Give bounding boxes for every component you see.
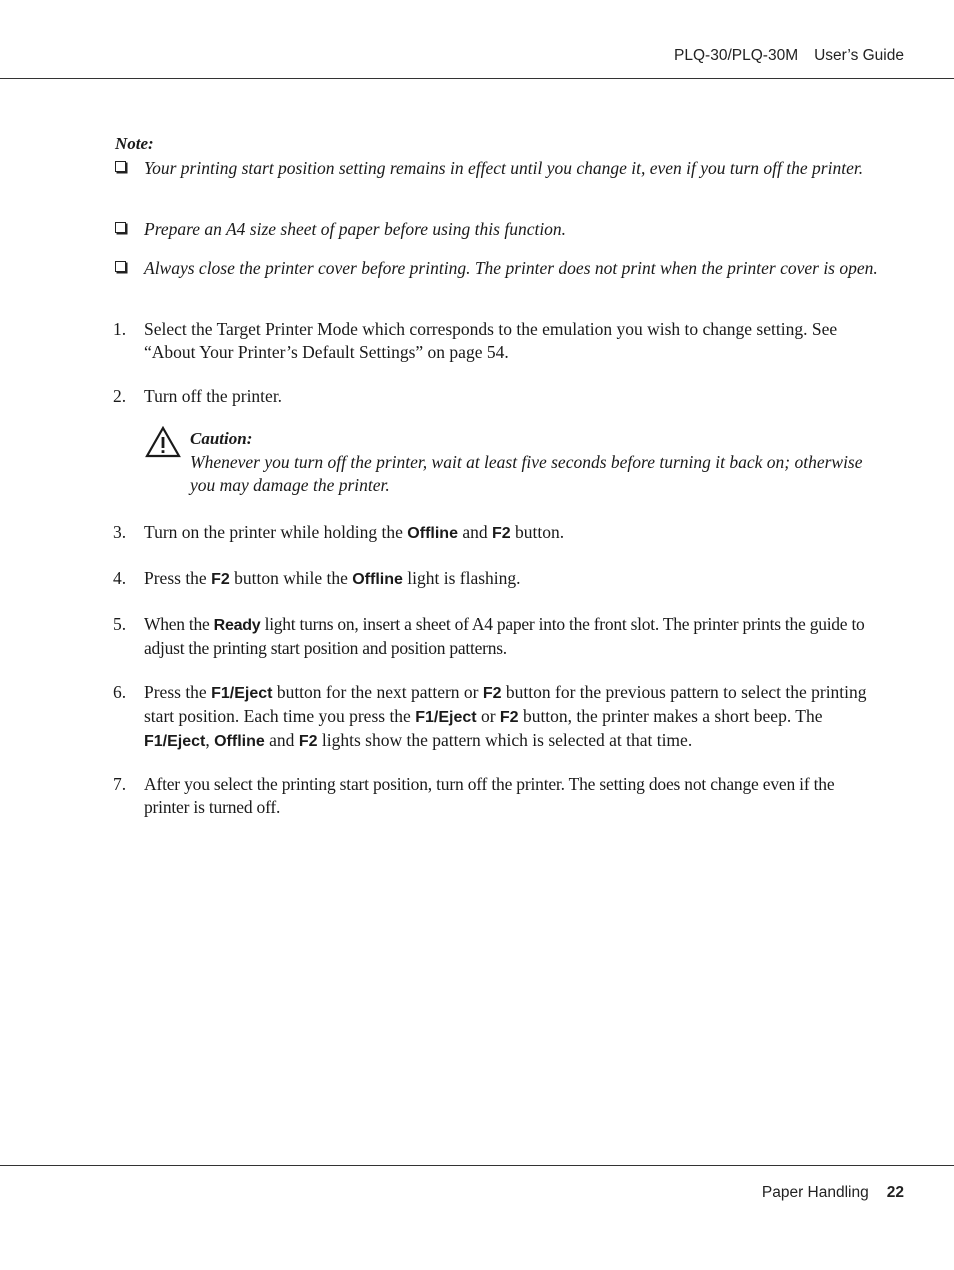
light-name: F1/Eject	[144, 733, 206, 750]
checkbox-bullet-icon	[115, 261, 126, 272]
step-number: 7.	[113, 774, 127, 794]
button-name: Offline	[407, 525, 458, 542]
section-name: Paper Handling	[761, 1184, 869, 1201]
guide-title: User’s Guide	[814, 47, 904, 64]
page-header	[674, 47, 904, 65]
step-number: 3.	[113, 522, 127, 542]
step-number: 4.	[113, 568, 127, 588]
warning-triangle-icon	[145, 426, 181, 458]
note-item-text: Your printing start position setting remains in effect until you change it, even if you turn off the printer.	[144, 158, 864, 178]
note-item	[115, 218, 880, 241]
note-item	[115, 257, 880, 280]
step-text: Select the Target Printer Mode which corresponds to the emulation you wish to change setting. See “About Your Printer’s Default Settings” on page 54.	[144, 319, 838, 362]
step-5	[113, 613, 880, 660]
caution-title: Caution:	[190, 429, 253, 448]
step-4	[113, 567, 880, 591]
note-title: Note:	[115, 134, 154, 153]
step-text: When the Ready light turns on, insert a sheet of A4 paper into the front slot. The printer prints the guide to adjust the printing start position and position patterns.	[144, 614, 865, 658]
header-rule	[0, 78, 954, 79]
step-number: 6.	[113, 682, 127, 702]
light-name: Offline	[214, 733, 265, 750]
page-footer	[762, 1184, 904, 1202]
step-6	[113, 681, 880, 753]
button-name: F1/Eject	[415, 709, 477, 726]
step-2	[113, 385, 880, 408]
light-name: F2	[298, 733, 318, 750]
step-1	[113, 318, 880, 364]
step-text: Turn off the printer.	[144, 386, 283, 406]
light-name: Offline	[352, 571, 403, 588]
step-number: 2.	[113, 386, 127, 406]
button-name: F2	[211, 571, 230, 588]
checkbox-bullet-icon	[115, 161, 126, 172]
note-item	[115, 157, 880, 180]
page-number: 22	[886, 1184, 904, 1201]
note-item-text: Prepare an A4 size sheet of paper before using this function.	[144, 219, 567, 239]
step-text: Press the F2 button while the Offline light is flashing.	[144, 568, 521, 588]
step-text: Press the F1/Eject button for the next pattern or F2 button for the previous pattern to select the printing start position. Each time you press the F1/Eject or F2 button, the printer makes a short beep. The F1/Eject, Offline and F2 lights show the pattern which is selected at that time.	[144, 682, 867, 750]
button-name: F2	[499, 709, 519, 726]
step-text: After you select the printing start position, turn off the printer. The setting does not change even if the printer is turned off.	[144, 774, 835, 817]
step-3	[113, 521, 880, 545]
button-name: F2	[492, 525, 511, 542]
note-item-text: Always close the printer cover before printing. The printer does not print when the printer cover is open.	[144, 258, 878, 278]
caution-text: Whenever you turn off the printer, wait at least five seconds before turning it back on; otherwise you may damage the printer.	[190, 452, 863, 495]
product-name: PLQ-30/PLQ-30M	[674, 47, 799, 64]
button-name: F2	[482, 685, 502, 702]
checkbox-bullet-icon	[115, 222, 126, 233]
light-name: Ready	[213, 617, 261, 634]
footer-rule	[0, 1165, 954, 1166]
step-number: 5.	[113, 614, 127, 634]
step-text: Turn on the printer while holding the Offline and F2 button.	[144, 522, 565, 542]
step-7	[113, 773, 880, 819]
step-number: 1.	[113, 319, 127, 339]
button-name: F1/Eject	[211, 685, 273, 702]
